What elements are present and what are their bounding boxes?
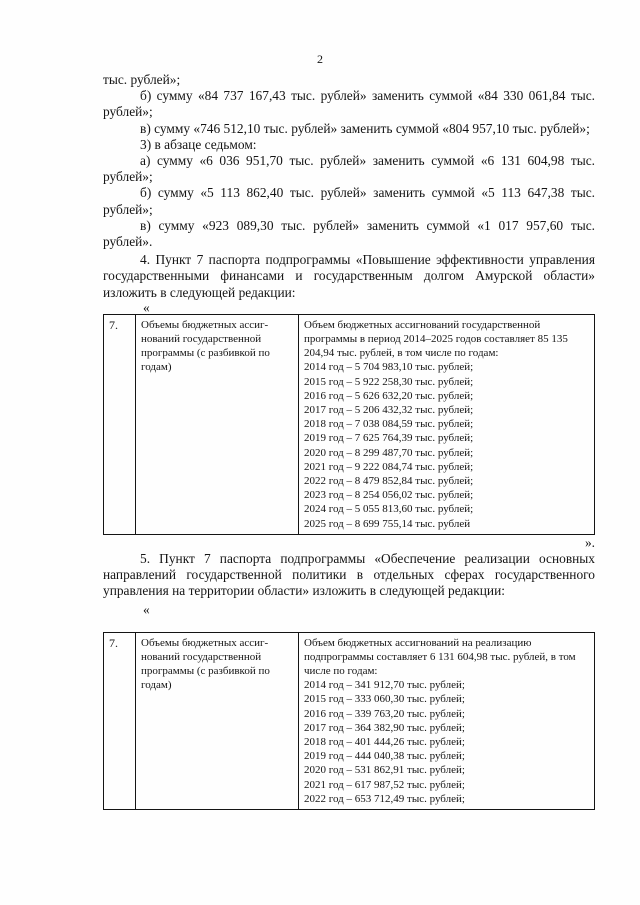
funding-intro: Объем бюджетных ассигнований государственной программы в период 2014–2025 годов составляет 85 135 204,94 тыс. рублей, в том числе по годам: bbox=[304, 318, 568, 360]
item-label: Объемы бюджетных ассиг-нований государственной программы (с разбивкой по годам) bbox=[136, 632, 299, 809]
year-amount: 2017 год – 5 206 432,32 тыс. рублей; bbox=[304, 404, 474, 417]
open-quote: « bbox=[143, 601, 150, 617]
section-4-heading: 4. Пункт 7 паспорта подпрограммы «Повышение эффективности управления государственными финансами и государственным долгом Амурской области» изложить в следующей редакции: bbox=[103, 252, 595, 300]
item-number: 7. bbox=[104, 632, 136, 809]
item-value bbox=[299, 632, 595, 809]
paragraph: а) сумму «6 036 951,70 тыс. рублей» заменить суммой «6 131 604,98 тыс. рублей»; bbox=[103, 153, 595, 185]
year-amount: 2018 год – 401 444,26 тыс. рублей; bbox=[304, 735, 465, 748]
year-amount: 2019 год – 7 625 764,39 тыс. рублей; bbox=[304, 432, 474, 445]
year-amount: 2016 год – 339 763,20 тыс. рублей; bbox=[304, 707, 465, 720]
paragraph: в) сумму «923 089,30 тыс. рублей» заменить суммой «1 017 957,60 тыс. рублей». bbox=[103, 217, 595, 250]
table-row bbox=[104, 632, 595, 809]
open-quote: « bbox=[143, 299, 150, 315]
section-5-heading: 5. Пункт 7 паспорта подпрограммы «Обеспечение реализации основных направлений государственной политики в отдельных сферах государственного управления на территории области» изложить в следующей редакции: bbox=[103, 550, 595, 599]
paragraph: в) сумму «746 512,10 тыс. рублей» заменить суммой «804 957,10 тыс. рублей»; bbox=[140, 120, 590, 136]
year-amount: 2015 год – 5 922 258,30 тыс. рублей; bbox=[304, 375, 474, 388]
paragraph: б) сумму «84 737 167,43 тыс. рублей» заменить суммой «84 330 061,84 тыс. рублей»; bbox=[103, 88, 595, 120]
year-amount: 2014 год – 5 704 983,10 тыс. рублей; bbox=[304, 361, 474, 374]
paragraph: тыс. рублей»; bbox=[103, 72, 181, 87]
document-body bbox=[103, 72, 595, 810]
table-row bbox=[104, 314, 595, 534]
paragraph: 3) в абзаце седьмом: bbox=[140, 136, 257, 152]
section-4-table bbox=[103, 314, 595, 535]
funding-intro: Объем бюджетных ассигнований на реализацию подпрограммы составляет 6 131 604,98 тыс. рублей, в том числе по годам: bbox=[304, 636, 576, 677]
year-amount: 2021 год – 617 987,52 тыс. рублей; bbox=[304, 778, 465, 791]
year-amount: 2020 год – 531 862,91 тыс. рублей; bbox=[304, 764, 465, 777]
year-amount: 2024 год – 5 055 813,60 тыс. рублей; bbox=[304, 503, 474, 516]
close-quote: ». bbox=[584, 534, 595, 550]
item-label: Объемы бюджетных ассиг-нований государственной программы (с разбивкой по годам) bbox=[136, 314, 299, 534]
year-list bbox=[304, 678, 589, 806]
page-number: 2 bbox=[317, 52, 323, 66]
year-amount: 2014 год – 341 912,70 тыс. рублей; bbox=[304, 679, 465, 692]
year-amount: 2018 год – 7 038 084,59 тыс. рублей; bbox=[304, 418, 474, 431]
year-amount: 2015 год – 333 060,30 тыс. рублей; bbox=[304, 693, 465, 706]
year-amount: 2021 год – 9 222 084,74 тыс. рублей; bbox=[304, 460, 474, 473]
item-value bbox=[299, 314, 595, 534]
item-number: 7. bbox=[104, 314, 136, 534]
year-amount: 2017 год – 364 382,90 тыс. рублей; bbox=[304, 721, 465, 734]
year-amount: 2022 год – 8 479 852,84 тыс. рублей; bbox=[304, 475, 474, 488]
spacer bbox=[103, 616, 595, 632]
year-amount: 2020 год – 8 299 487,70 тыс. рублей; bbox=[304, 446, 474, 459]
year-amount: 2023 год – 8 254 056,02 тыс. рублей; bbox=[304, 489, 474, 502]
section-5-table bbox=[103, 632, 595, 810]
paragraph: б) сумму «5 113 862,40 тыс. рублей» заменить суммой «5 113 647,38 тыс. рублей»; bbox=[103, 185, 595, 217]
year-amount: 2022 год – 653 712,49 тыс. рублей; bbox=[304, 792, 465, 805]
year-amount: 2025 год – 8 699 755,14 тыс. рублей bbox=[304, 517, 471, 530]
year-amount: 2016 год – 5 626 632,20 тыс. рублей; bbox=[304, 389, 474, 402]
year-list bbox=[304, 360, 589, 530]
year-amount: 2019 год – 444 040,38 тыс. рублей; bbox=[304, 750, 465, 763]
